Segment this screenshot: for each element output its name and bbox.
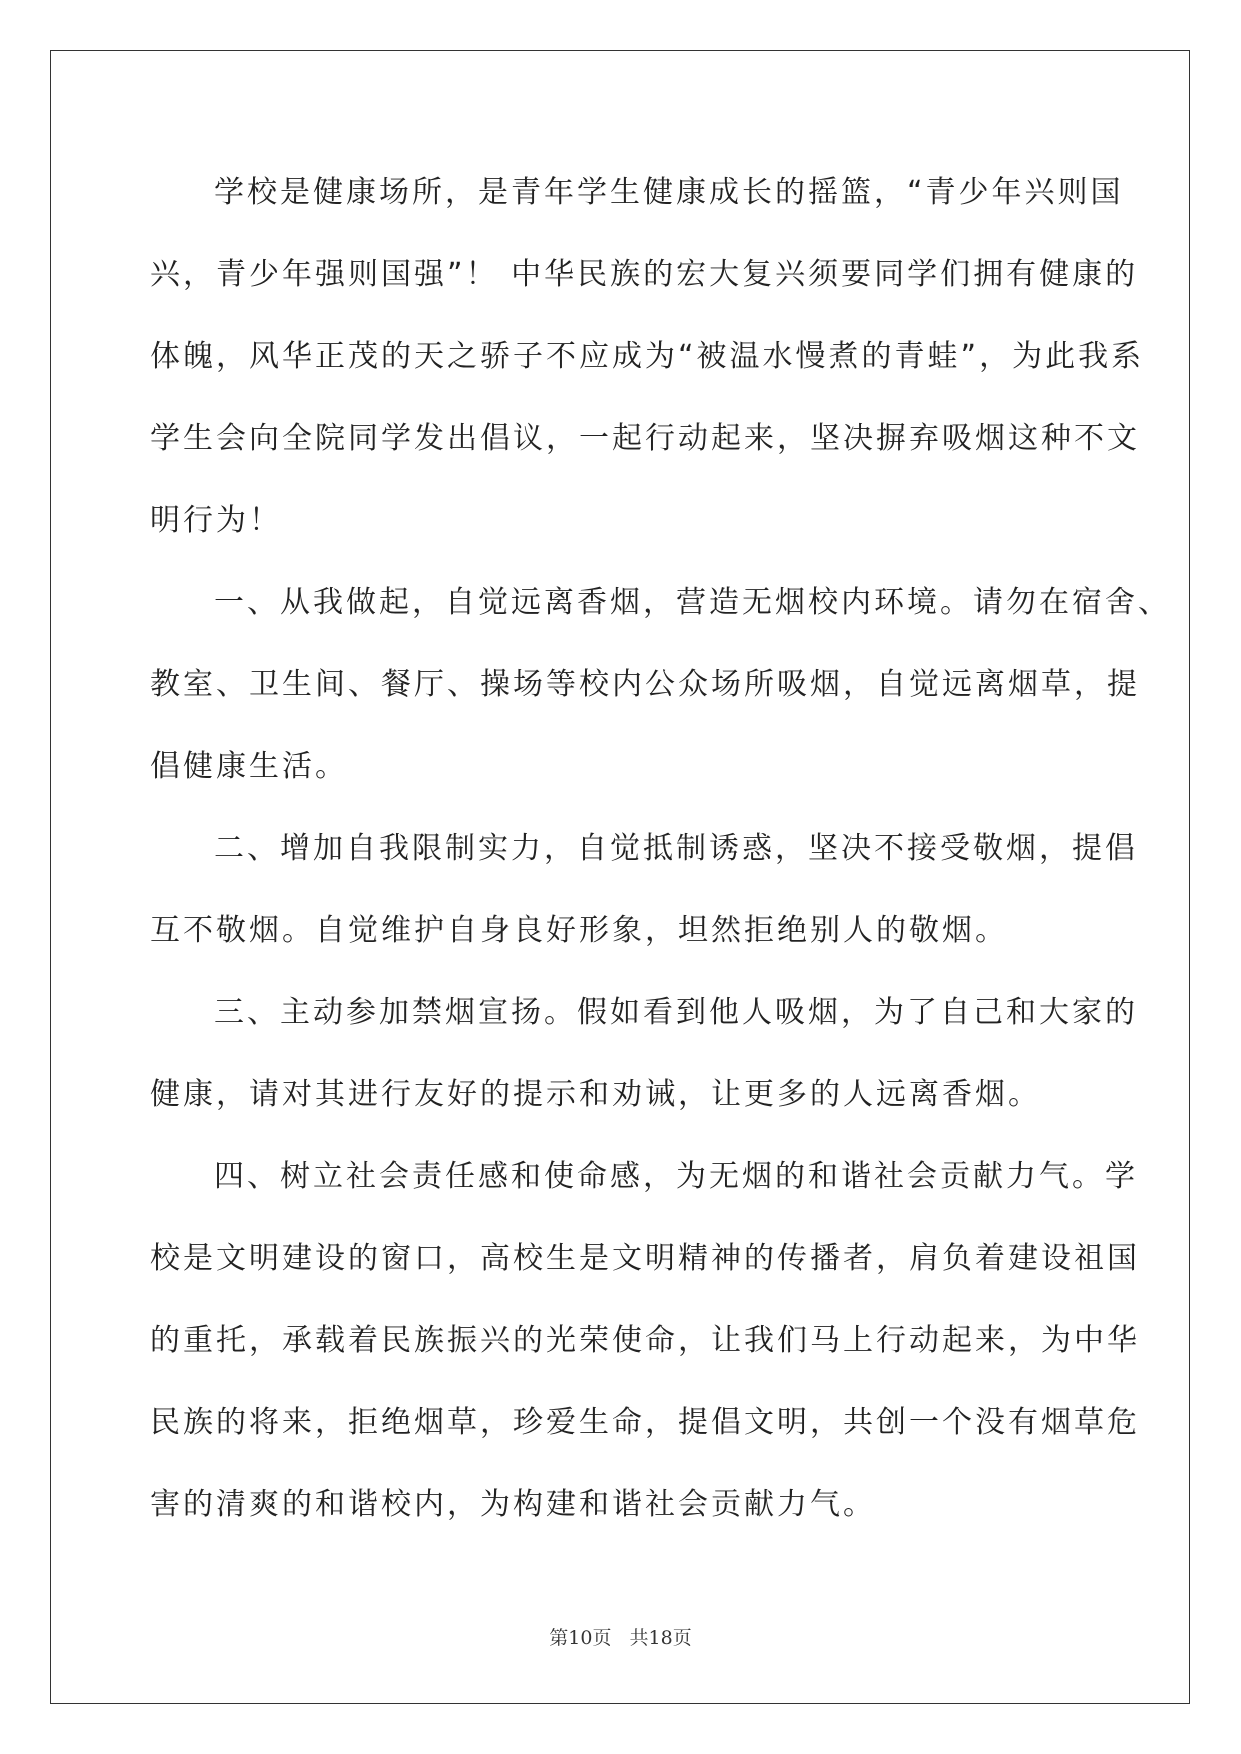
page-number: 第10页 [549,1627,612,1649]
text-line-4: 学生会向全院同学发出倡议，一起行动起来，坚决摒弃吸烟这种不文 [150,421,1140,456]
text-line-9: 二、增加自我限制实力，自觉抵制诱惑，坚决不接受敬烟，提倡 [214,831,1138,866]
text-line-3: 体魄，风华正茂的天之骄子不应成为“被温水慢煮的青蛙”，为此我系 [150,339,1145,374]
text-line-2: 兴，青少年强则国强”！ 中华民族的宏大复兴须要同学们拥有健康的 [150,257,1139,292]
document-body [150,152,1171,1546]
page-footer [0,1623,1241,1650]
text-line-16: 民族的将来，拒绝烟草，珍爱生命，提倡文明，共创一个没有烟草危 [150,1405,1140,1440]
text-line-1: 学校是健康场所，是青年学生健康成长的摇篮，“青少年兴则国 [214,175,1124,210]
text-line-10: 互不敬烟。自觉维护自身良好形象，坦然拒绝别人的敬烟。 [150,913,1008,948]
text-line-7: 教室、卫生间、餐厅、操场等校内公众场所吸烟，自觉远离烟草，提 [150,667,1140,702]
text-line-14: 校是文明建设的窗口，高校生是文明精神的传播者，肩负着建设祖国 [150,1241,1140,1276]
text-line-6: 一、从我做起，自觉远离香烟，营造无烟校内环境。请勿在宿舍、 [214,585,1171,620]
text-line-8: 倡健康生活。 [150,749,348,784]
text-line-17: 害的清爽的和谐校内，为构建和谐社会贡献力气。 [150,1487,876,1522]
text-line-12: 健康，请对其进行友好的提示和劝诫，让更多的人远离香烟。 [150,1077,1041,1112]
page-total: 共18页 [629,1627,692,1649]
text-line-11: 三、主动参加禁烟宣扬。假如看到他人吸烟，为了自己和大家的 [214,995,1138,1030]
text-line-13: 四、树立社会责任感和使命感，为无烟的和谐社会贡献力气。学 [214,1159,1138,1194]
text-line-5: 明行为！ [150,503,282,538]
text-line-15: 的重托，承载着民族振兴的光荣使命，让我们马上行动起来，为中华 [150,1323,1140,1358]
